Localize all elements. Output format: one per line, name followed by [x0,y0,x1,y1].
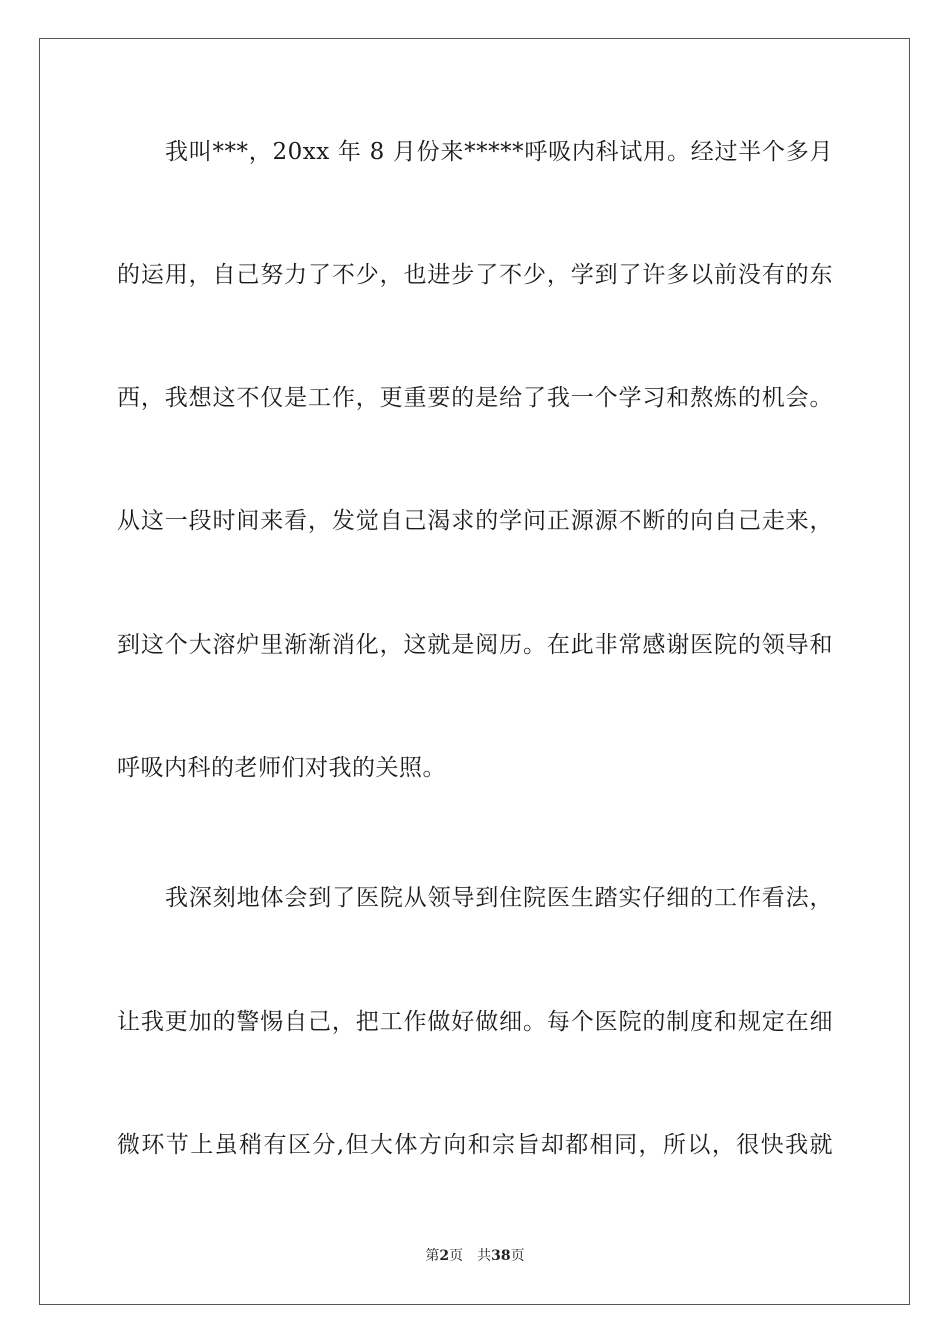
paragraph-1-line-2: 的运用，自己努力了不少，也进步了不少，学到了许多以前没有的东 [117,262,833,288]
total-pages: 38 [491,1248,511,1264]
paragraph-1-line-1: 我叫***，20xx 年 8 月份来*****呼吸内科试用。经过半个多月 [165,139,833,165]
paragraph-2-line-2: 让我更加的警惕自己，把工作做好做细。每个医院的制度和规定在细 [117,1009,833,1035]
total-label-suffix: 页 [510,1248,525,1264]
paragraph-2-line-3: 微环节上虽稍有区分,但大体方向和宗旨却都相同，所以，很快我就 [117,1132,833,1158]
paragraph-1-line-3: 西，我想这不仅是工作，更重要的是给了我一个学习和熬炼的机会。 [117,385,833,411]
page-label-suffix: 页 [449,1248,464,1264]
page-number: 2 [439,1248,450,1264]
paragraph-1-line-5: 到这个大溶炉里渐渐消化，这就是阅历。在此非常感谢医院的领导和 [117,632,833,658]
total-label-prefix: 共 [477,1248,492,1264]
page-label-prefix: 第 [425,1248,440,1264]
paragraph-1-line-6: 呼吸内科的老师们对我的关照。 [117,755,446,781]
paragraph-1-line-4: 从这一段时间来看，发觉自己渴求的学问正源源不断的向自己走来， [117,508,833,534]
page-border [39,38,910,1305]
paragraph-2-line-1: 我深刻地体会到了医院从领导到住院医生踏实仔细的工作看法， [165,885,833,911]
page-footer [0,1247,950,1265]
